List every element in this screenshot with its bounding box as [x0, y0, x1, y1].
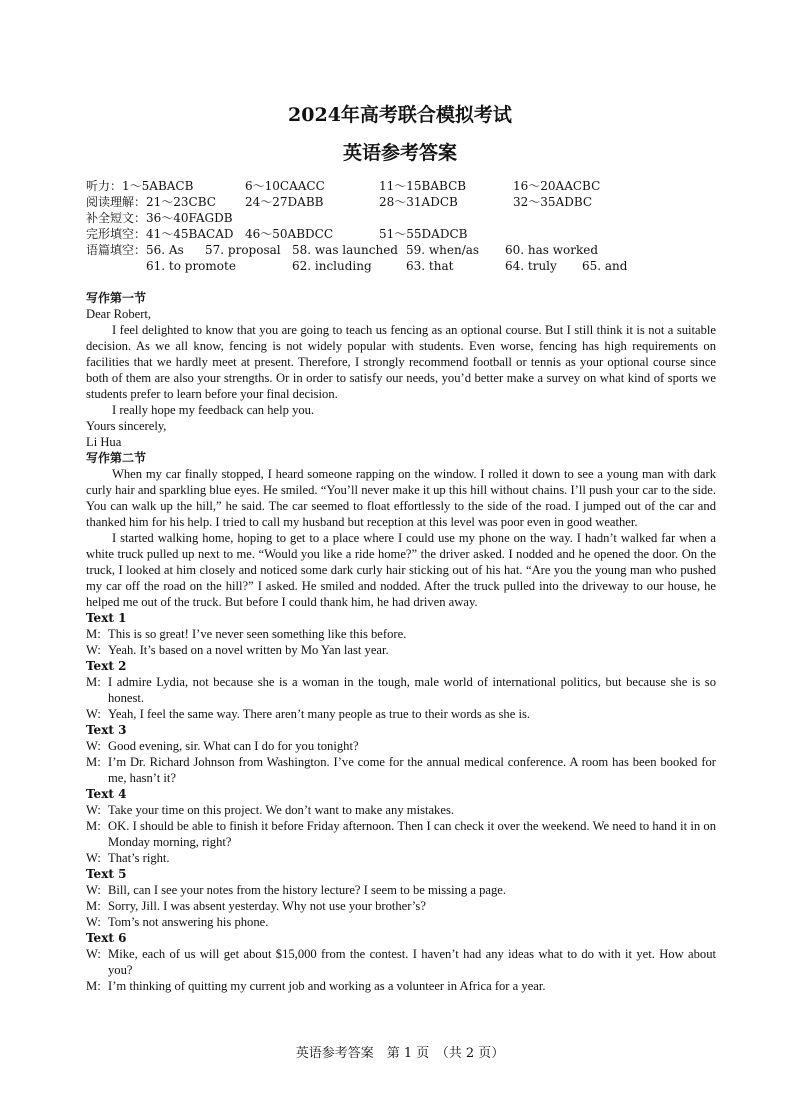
transcript-heading: Text 6: [86, 931, 127, 945]
listening-transcripts: [86, 610, 716, 994]
grammar-answer: 59. when/as: [406, 243, 480, 257]
speaker-label: W:: [86, 803, 101, 817]
speaker-label: M:: [86, 979, 101, 993]
letter-closing: Yours sincerely,: [86, 419, 167, 433]
answer-group: 32～35ADBC: [513, 195, 593, 209]
writing-part2-heading: 写作第二节: [86, 451, 147, 465]
answer-label: 完形填空：: [86, 227, 147, 241]
dialogue-text: I admire Lydia, not because she is a woman in the tough, male world of international politics, but because she is so honest.: [108, 675, 716, 705]
answer-label: 语篇填空：: [86, 243, 147, 257]
page-footer: 英语参考答案 第 1 页 （共 2 页）: [295, 1046, 505, 1061]
answer-group: 6～10CAACC: [245, 179, 325, 193]
dialogue-line: [86, 754, 716, 786]
speaker-label: W:: [86, 851, 101, 865]
dialogue-line: [86, 946, 716, 978]
speaker-label: W:: [86, 915, 101, 929]
dialogue-text: Tom’s not answering his phone.: [108, 915, 269, 929]
transcript-heading: Text 3: [86, 723, 127, 737]
dialogue-text: This is so great! I’ve never seen something like this before.: [108, 627, 407, 641]
answer-group: 46～50ABDCC: [245, 227, 334, 241]
dialogue-line: [86, 882, 716, 898]
dialogue-text: OK. I should be able to finish it before Friday afternoon. Then I can check it over the weekend. We need to hand it in on Monday morning, right?: [108, 819, 716, 849]
answer-group: 21～23CBC: [146, 195, 216, 209]
grammar-answer: 63. that: [406, 259, 454, 273]
grammar-answer: 57. proposal: [205, 243, 281, 257]
dialogue-text: I’m Dr. Richard Johnson from Washington. I’ve come for the annual medical conference. A room has been booked for me, hasn’t it?: [108, 755, 716, 785]
letter-paragraph: I really hope my feedback can help you.: [112, 403, 315, 417]
dialogue-line: [86, 802, 716, 818]
answer-group: 11～15BABCB: [379, 179, 467, 193]
answer-group: 28～31ADCB: [379, 195, 458, 209]
dialogue-text: That’s right.: [108, 851, 170, 865]
dialogue-line: [86, 850, 716, 866]
dialogue-text: Good evening, sir. What can I do for you tonight?: [108, 739, 359, 753]
dialogue-text: Bill, can I see your notes from the history lecture? I seem to be missing a page.: [108, 883, 506, 897]
dialogue-text: I’m thinking of quitting my current job and working as a volunteer in Africa for a year.: [108, 979, 546, 993]
writing-section: [86, 290, 716, 994]
dialogue-line: [86, 898, 716, 914]
grammar-answer: 65. and: [582, 259, 628, 273]
letter-salutation: Dear Robert,: [86, 307, 152, 321]
dialogue-text: Sorry, Jill. I was absent yesterday. Why not use your brother’s?: [108, 899, 426, 913]
answer-row-listening: [86, 178, 193, 194]
dialogue-line: [86, 642, 716, 658]
dialogue-line: [86, 978, 716, 994]
answer-group: 16～20AACBC: [513, 179, 601, 193]
dialogue-line: [86, 626, 716, 642]
story-paragraph: I started walking home, hoping to get to a place where I could use my phone on the way. I hadn’t walked far when a white truck pulled up next to me. “Would you like a ride home?” the driver asked. I nodded and he opened the door. On the truck, I looked at him closely and noticed some dark curly hair sticking out of his hat. “Are you the young man who pushed my car off the road on the hill?” I asked. He smiled and nodded. After the truck pulled into the driveway to our house, he helped me out of the truck. But before I could thank him, he had driven away.: [86, 531, 716, 609]
speaker-label: M:: [86, 899, 101, 913]
answer-group: 36～40FAGDB: [146, 211, 233, 225]
grammar-answer: 56. As: [146, 243, 184, 257]
dialogue-text: Mike, each of us will get about $15,000 from the contest. I haven’t had any ideas what to do with it yet. How about you?: [108, 947, 716, 977]
dialogue-line: [86, 738, 716, 754]
answer-label: 听力：: [86, 179, 123, 193]
speaker-label: W:: [86, 883, 101, 897]
writing-part1-heading: 写作第一节: [86, 291, 147, 305]
answer-label: 补全短文：: [86, 211, 147, 225]
answer-group: 1～5ABACB: [122, 179, 194, 193]
dialogue-line: [86, 706, 716, 722]
answer-row-reading: [86, 194, 216, 210]
answer-label: 阅读理解：: [86, 195, 147, 209]
speaker-label: W:: [86, 739, 101, 753]
speaker-label: M:: [86, 627, 101, 641]
answer-row-cloze: [86, 226, 234, 242]
dialogue-line: [86, 818, 716, 850]
transcript-heading: Text 1: [86, 611, 127, 625]
answer-key-title: 英语参考答案: [342, 142, 457, 164]
dialogue-text: Yeah, I feel the same way. There aren’t many people as true to their words as she is.: [108, 707, 530, 721]
exam-title: 2024年高考联合模拟考试: [288, 104, 512, 126]
grammar-answer: 58. was launched: [292, 243, 398, 257]
transcript-heading: Text 5: [86, 867, 127, 881]
grammar-answer: 62. including: [292, 259, 372, 273]
dialogue-line: [86, 914, 716, 930]
answer-group: 24～27DABB: [245, 195, 324, 209]
transcript-heading: Text 4: [86, 787, 127, 801]
speaker-label: W:: [86, 947, 101, 961]
speaker-label: M:: [86, 819, 101, 833]
speaker-label: M:: [86, 675, 101, 689]
speaker-label: M:: [86, 755, 101, 769]
speaker-label: W:: [86, 707, 101, 721]
answer-group: 41～45BACAD: [146, 227, 234, 241]
letter-signature: Li Hua: [86, 435, 122, 449]
story-paragraph: When my car finally stopped, I heard someone rapping on the window. I rolled it down to see a young man with dark curly hair and sparkling blue eyes. He smiled. “You’ll never make it up this hill without chains. I’ll push your car to the side. You can walk up the hill,” he said. The car seemed to float effortlessly to the side of the road. I jumped out of the car and thanked him for his help. I tried to call my husband but reception at this level was poor even in good weather.: [86, 467, 716, 529]
grammar-answer: 60. has worked: [505, 243, 599, 257]
grammar-answer: 61. to promote: [146, 259, 236, 273]
letter-paragraph: I feel delighted to know that you are going to teach us fencing as an optional course. But I still think it is not a suitable decision. As we all know, fencing is not widely popular with students. Even worse, fencing has high requirements on facilities that we hardly meet at present. Therefore, I strongly recommend football or tennis as your optional course since both of them are also your strengths. Or in order to satisfy our needs, you’d better make a survey on what kind of sports we students prefer to learn before your final decision.: [86, 323, 716, 401]
dialogue-text: Yeah. It’s based on a novel written by Mo Yan last year.: [108, 643, 389, 657]
answer-group: 51～55DADCB: [379, 227, 468, 241]
grammar-answer: 64. truly: [505, 259, 557, 273]
answer-row-seven-choice: [86, 210, 233, 226]
transcript-heading: Text 2: [86, 659, 127, 673]
dialogue-line: [86, 674, 716, 706]
speaker-label: W:: [86, 643, 101, 657]
dialogue-text: Take your time on this project. We don’t want to make any mistakes.: [108, 803, 454, 817]
